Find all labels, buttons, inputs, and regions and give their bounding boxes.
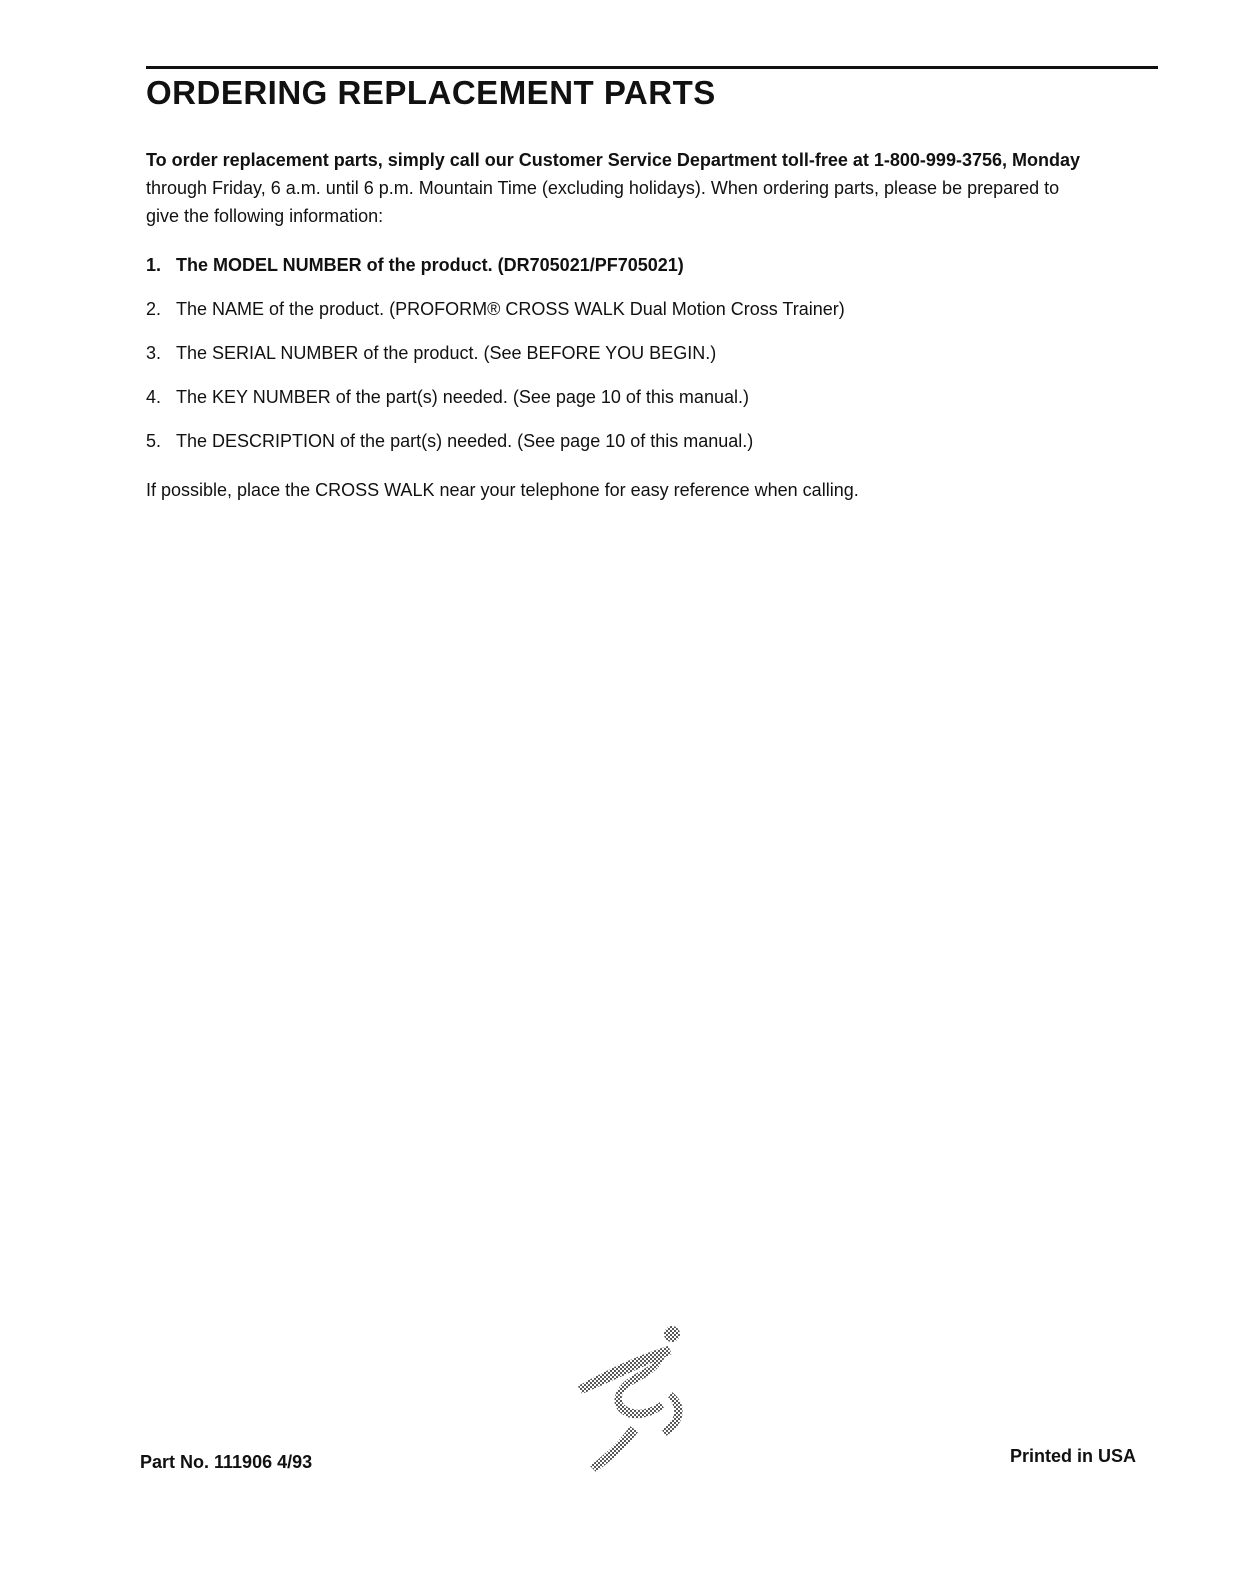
list-item-text: The SERIAL NUMBER of the product. (See BEFORE YOU BEGIN.) [176,343,717,363]
printed-in-usa: Printed in USA [1010,1446,1137,1466]
intro-line-2: through Friday, 6 a.m. until 6 p.m. Mountain Time (excluding holidays). When ordering parts, please be prepared to [146,178,1060,198]
intro-line-1 [146,146,1146,174]
list-item-text: The KEY NUMBER of the part(s) needed. (See page 10 of this manual.) [176,387,749,407]
list-item-number: 4. [146,387,162,407]
list-item-text: The DESCRIPTION of the part(s) needed. (See page 10 of this manual.) [176,431,754,451]
list-item-number: 1. [146,255,162,275]
phone-number: 1-800-999-3756, [873,150,1007,170]
list-item [146,384,1146,428]
page-title: ORDERING REPLACEMENT PARTS [146,74,716,111]
list-item-number: 2. [146,299,162,319]
list-item-text: The NAME of the product. (PROFORM® CROSS WALK Dual Motion Cross Trainer) [176,299,845,319]
running-figure-logo-icon [560,1316,710,1476]
intro-line-1-end: Monday [1007,150,1081,170]
intro-paragraph [146,146,1146,230]
info-list [146,252,1146,472]
intro-line-3: give the following information: [146,206,384,226]
part-number: Part No. 111906 4/93 [140,1452,313,1472]
list-item [146,428,1146,472]
closing-note: If possible, place the CROSS WALK near your telephone for easy reference when calling. [146,480,859,500]
list-item [146,296,1146,340]
list-item [146,340,1146,384]
list-item-number: 3. [146,343,162,363]
intro-line-1-start: To order replacement parts, simply call our Customer Service Department toll-free at [146,150,874,170]
list-item-number: 5. [146,431,162,451]
list-item-text: The MODEL NUMBER of the product. (DR705021/PF705021) [176,255,684,275]
header-rule [146,66,1158,69]
list-item [146,252,1146,296]
